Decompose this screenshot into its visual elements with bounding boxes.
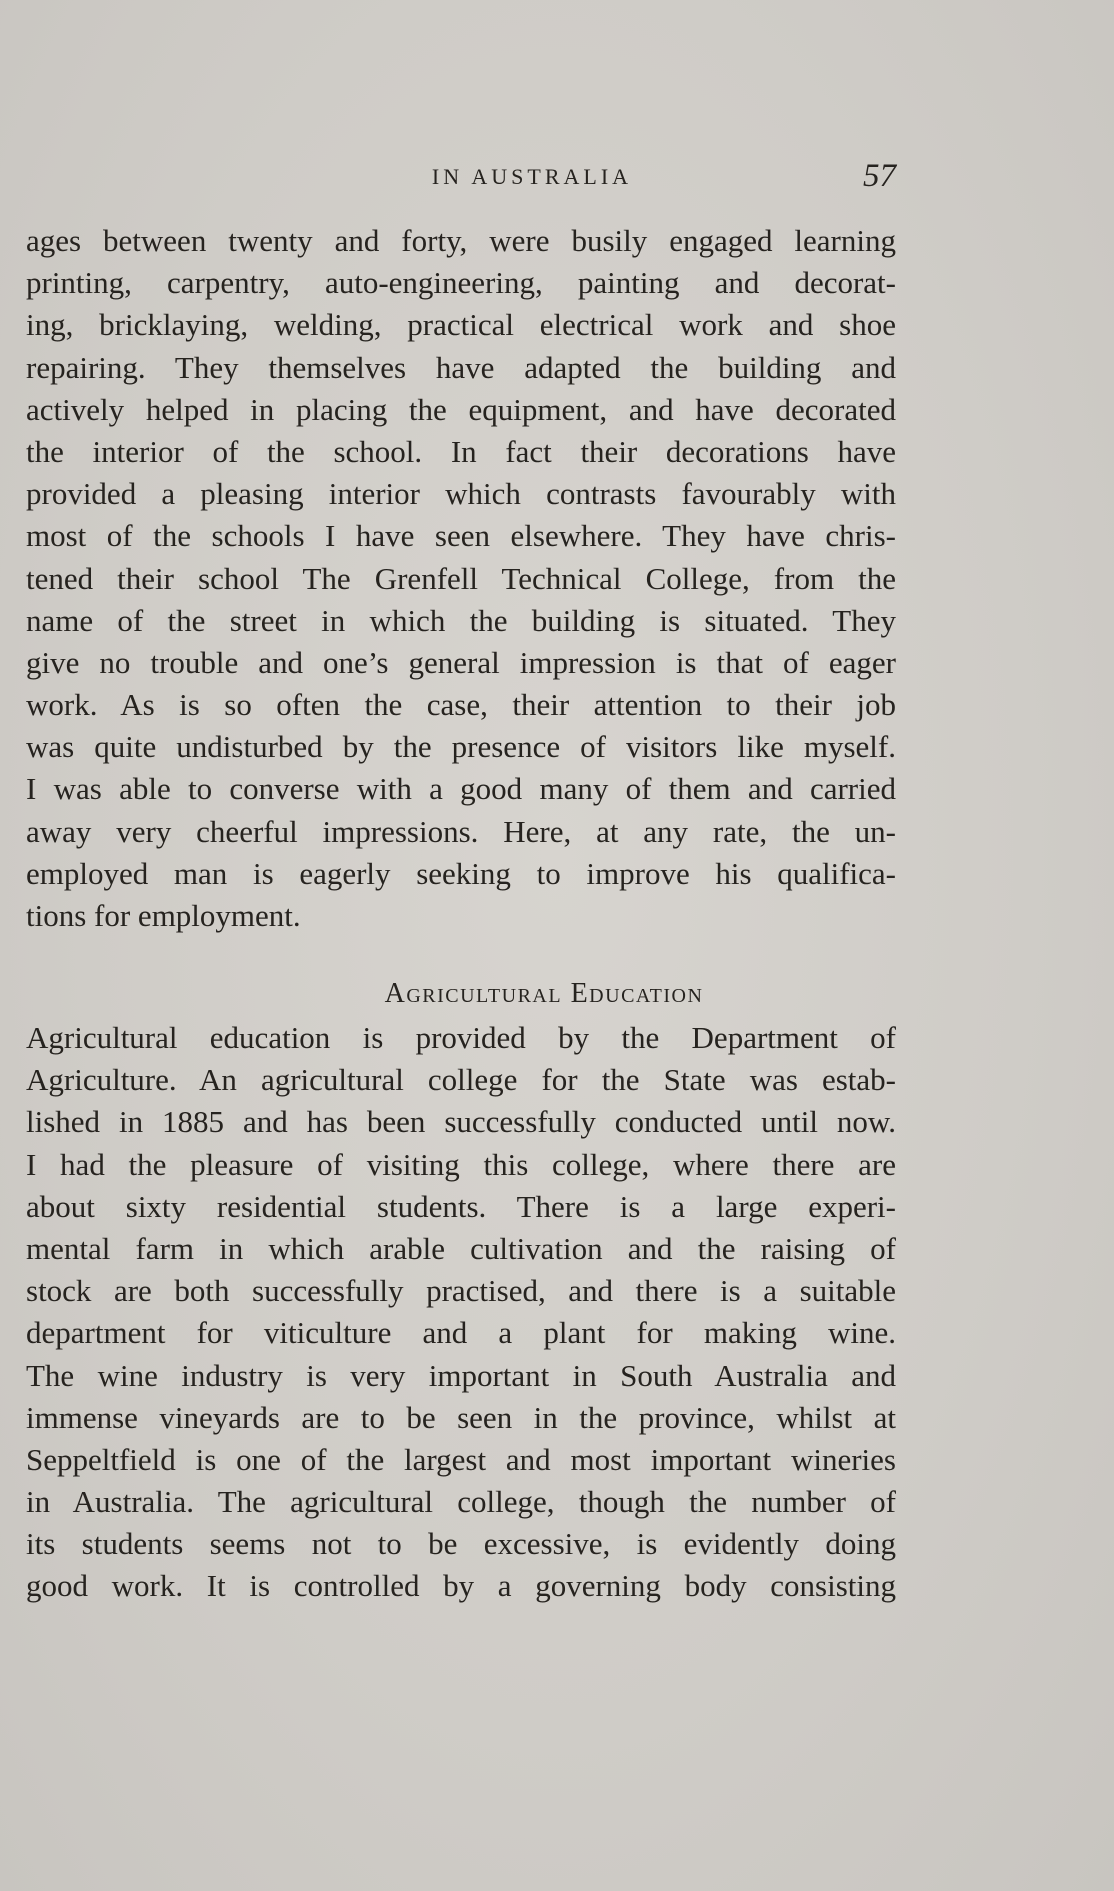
text-line: name of the street in which the building is situated. They — [26, 602, 896, 638]
text-line: was quite undisturbed by the presence of visitors like myself. — [26, 729, 896, 765]
text-line: provided a pleasing interior which contrasts favourably with — [26, 476, 896, 512]
text-line: The wine industry is very important in South Australia and — [26, 1357, 896, 1393]
text-line: in Australia. The agricultural college, though the number of — [26, 1484, 896, 1520]
text-line: most of the schools I have seen elsewhere. They have chris- — [26, 518, 896, 554]
text-line: Agriculture. An agricultural college for the State was estab- — [26, 1062, 896, 1098]
section-heading: Agricultural Education — [384, 978, 704, 1009]
running-title: IN AUSTRALIA — [431, 164, 633, 189]
paragraph-technical-college — [26, 220, 896, 937]
running-head — [0, 160, 1114, 200]
text-line: I had the pleasure of visiting this college, where there are — [26, 1146, 896, 1182]
text-line: tions for employment. — [26, 898, 301, 933]
text-line: printing, carpentry, auto-engineering, painting and decorat- — [26, 265, 896, 301]
text-line: stock are both successfully practised, and there is a suitable — [26, 1273, 896, 1309]
text-line: its students seems not to be excessive, is evidently doing — [26, 1526, 896, 1562]
text-line: tened their school The Grenfell Technical College, from the — [26, 560, 896, 596]
page-number: 57 — [863, 158, 896, 194]
text-line: employed man is eagerly seeking to improve his qualifica- — [26, 855, 896, 891]
text-line: ing, bricklaying, welding, practical electrical work and shoe — [26, 307, 896, 343]
text-line: about sixty residential students. There is a large experi- — [26, 1188, 896, 1224]
text-line: ages between twenty and forty, were busily engaged learning — [26, 223, 896, 258]
text-line: Agricultural education is provided by the Department of — [26, 1020, 896, 1055]
text-line: repairing. They themselves have adapted the building and — [26, 349, 896, 385]
text-line: actively helped in placing the equipment, and have decorated — [26, 391, 896, 427]
text-line: mental farm in which arable cultivation and the raising of — [26, 1230, 896, 1266]
text-line: good work. It is controlled by a governing body consisting — [26, 1568, 896, 1604]
text-line: work. As is so often the case, their attention to their job — [26, 687, 896, 723]
text-line: give no trouble and one’s general impression is that of eager — [26, 644, 896, 680]
text-line: department for viticulture and a plant for making wine. — [26, 1315, 896, 1351]
paragraph-agricultural-education — [26, 1017, 896, 1608]
text-line: away very cheerful impressions. Here, at any rate, the un- — [26, 813, 896, 849]
text-line: immense vineyards are to be seen in the province, whilst at — [26, 1399, 896, 1435]
text-line: lished in 1885 and has been successfully conducted until now. — [26, 1104, 896, 1140]
text-line: Seppeltfield is one of the largest and most important wineries — [26, 1441, 896, 1477]
text-line: the interior of the school. In fact their decorations have — [26, 433, 896, 469]
text-line: I was able to converse with a good many of them and carried — [26, 771, 896, 807]
